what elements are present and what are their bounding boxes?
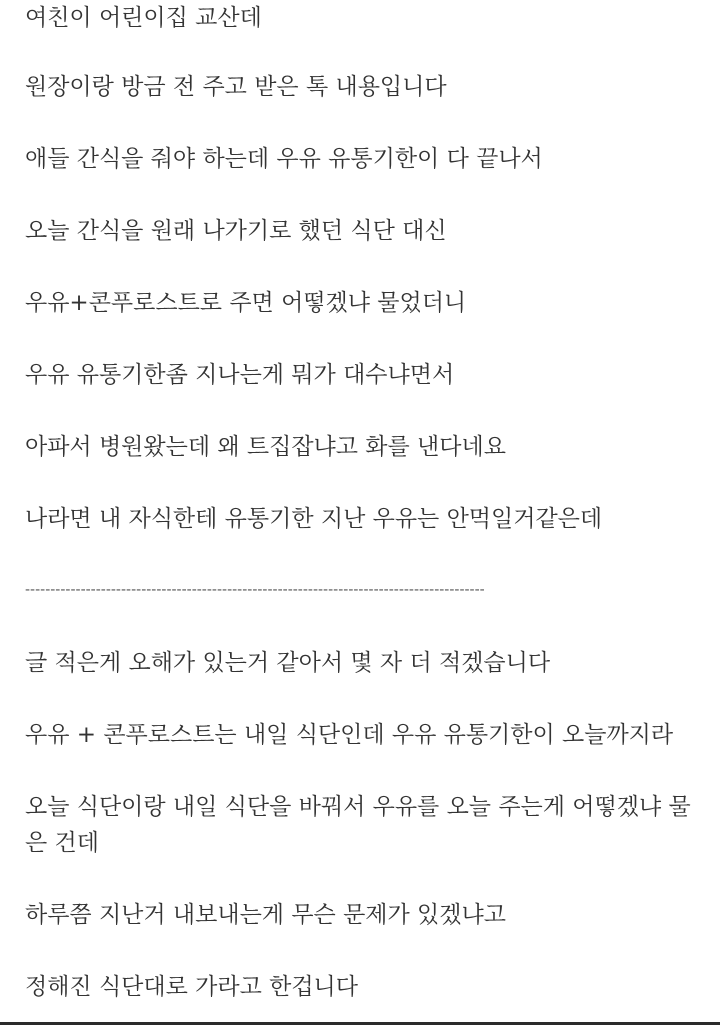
post-line: 우유 유통기한좀 지나는게 뭐가 대수냐면서 [25, 362, 455, 388]
section-divider: ------------------------------------------------------------------------------------------- [25, 582, 485, 598]
addendum-line: 하루쯤 지난거 내보내는게 무슨 문제가 있겠냐고 [25, 902, 506, 928]
addendum-line: 글 적은게 오해가 있는거 같아서 몇 자 더 적겠습니다 [25, 650, 551, 676]
post-line: 여친이 어린이집 교산데 [25, 5, 262, 31]
post-line: 원장이랑 방금 전 주고 받은 톡 내용입니다 [25, 74, 447, 100]
addendum-line: 정해진 식단대로 가라고 한겁니다 [25, 974, 358, 1000]
post-line: 나라면 내 자식한테 유통기한 지난 우유는 안먹일거같은데 [25, 506, 603, 532]
addendum-line: 오늘 식단이랑 내일 식단을 바꿔서 우유를 오늘 주는게 어떻겠냐 물은 건데 [25, 794, 691, 856]
post-line: 아파서 병원왔는데 왜 트집잡냐고 화를 낸다네요 [25, 434, 506, 460]
addendum-line: 우유 + 콘푸로스트는 내일 식단인데 우유 유통기한이 오늘까지라 [25, 722, 674, 748]
post-line: 오늘 간식을 원래 나가기로 했던 식단 대신 [25, 218, 447, 244]
post-line: 애들 간식을 줘야 하는데 우유 유통기한이 다 끝나서 [25, 146, 543, 172]
post-line: 우유+콘푸로스트로 주면 어떻겠냐 물었더니 [25, 290, 467, 316]
